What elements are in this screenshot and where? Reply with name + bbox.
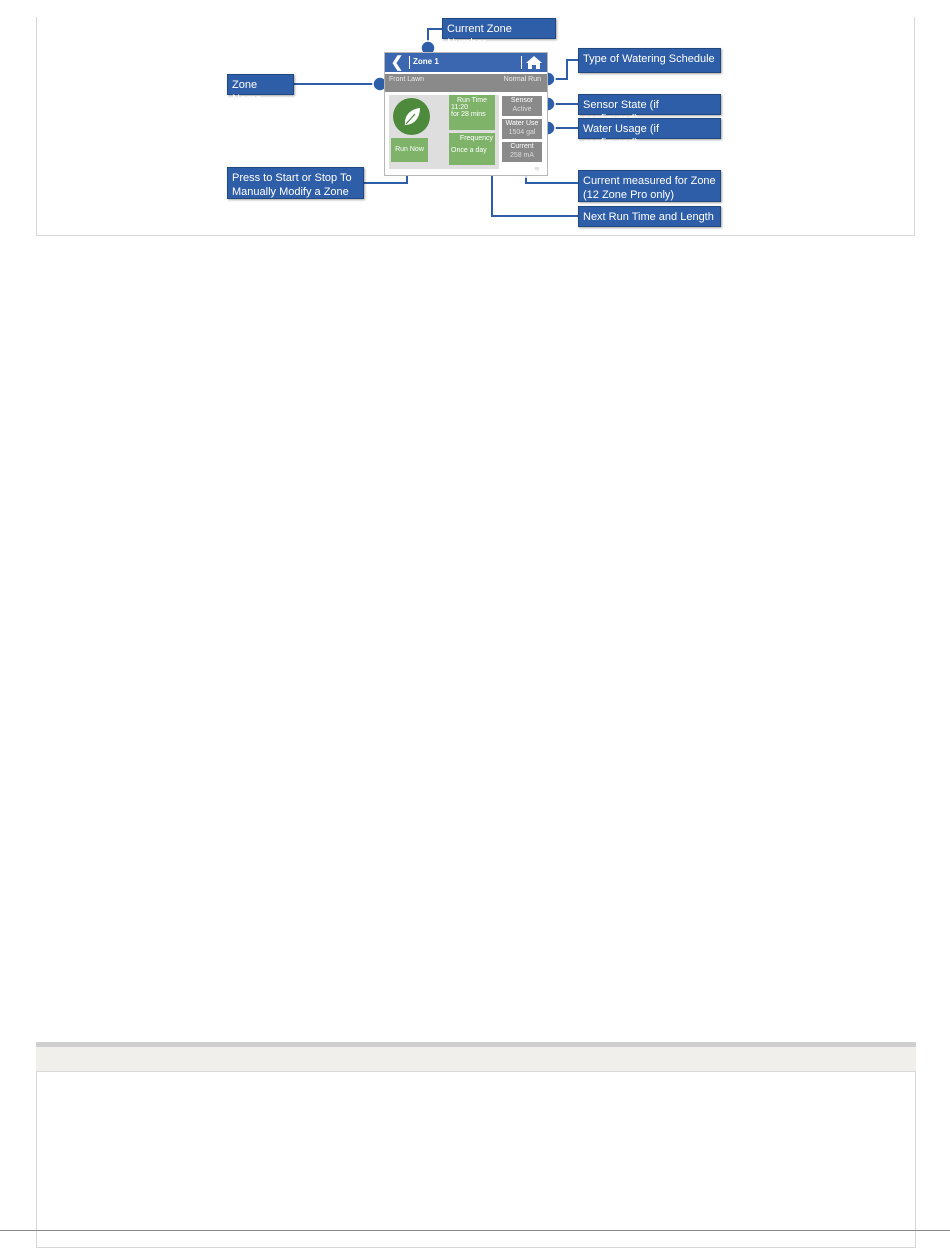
wifi-icon: ≋ — [534, 166, 540, 173]
callout-current — [578, 170, 721, 202]
callout-current-line1: Current measured for Zone — [583, 175, 716, 187]
current-tile — [502, 142, 542, 162]
page-bottom-rule — [0, 1230, 950, 1231]
run-time-length: for 28 mins — [451, 111, 486, 118]
title-separator — [409, 56, 410, 69]
frequency-value: Once a day — [451, 147, 487, 154]
callout-sensor-state: Sensor State (if — [578, 94, 721, 115]
callout-next-run: Next Run Time and Length — [578, 206, 721, 227]
water-use-label: Water Use — [505, 120, 539, 127]
zone-title: Zone 1 — [413, 57, 439, 66]
callout-run-now-line1: Press to Start or Stop To — [232, 172, 352, 184]
callout-zone-number: Current Zone Number — [442, 18, 556, 39]
zone-screen-diagram — [0, 0, 950, 240]
current-label: Current — [510, 143, 534, 150]
current-value: 258 mA — [509, 152, 535, 159]
title-bar — [385, 53, 547, 72]
callout-run-now — [227, 167, 364, 199]
sensor-label: Sensor — [510, 97, 534, 104]
sensor-tile[interactable] — [502, 96, 542, 116]
lower-panel-header — [36, 1047, 916, 1072]
frequency-tile[interactable] — [449, 133, 495, 165]
run-time-label: Run Time — [457, 97, 487, 104]
water-use-tile[interactable] — [502, 119, 542, 139]
device-screen — [384, 52, 548, 176]
zone-panel — [389, 95, 499, 169]
zone-name: Front Lawn — [389, 76, 425, 83]
run-time-value: 11:20 — [451, 104, 468, 111]
sensor-value: Active — [512, 106, 532, 113]
chevron-left-icon[interactable]: ❮ — [390, 54, 404, 71]
callout-water-usage: Water Usage (if configured) — [578, 118, 721, 139]
callout-schedule-type: Type of Watering Schedule — [578, 48, 721, 73]
home-icon[interactable] — [525, 55, 543, 70]
run-now-button[interactable]: Run Now — [391, 138, 428, 162]
leaf-icon — [393, 98, 430, 135]
run-time-tile[interactable] — [449, 95, 495, 130]
zone-name-bar — [385, 74, 547, 92]
callout-run-now-line2: Manually Modify a Zone — [232, 186, 349, 198]
callout-current-line2: (12 Zone Pro only) — [583, 189, 675, 201]
schedule-type: Normal Run — [503, 76, 541, 83]
frequency-label: Frequency — [459, 135, 493, 142]
title-separator — [521, 56, 522, 69]
callout-zone-name: Zone Name — [227, 74, 294, 95]
water-use-value: 1504 gal — [508, 129, 536, 136]
lower-panel — [36, 1042, 916, 1248]
